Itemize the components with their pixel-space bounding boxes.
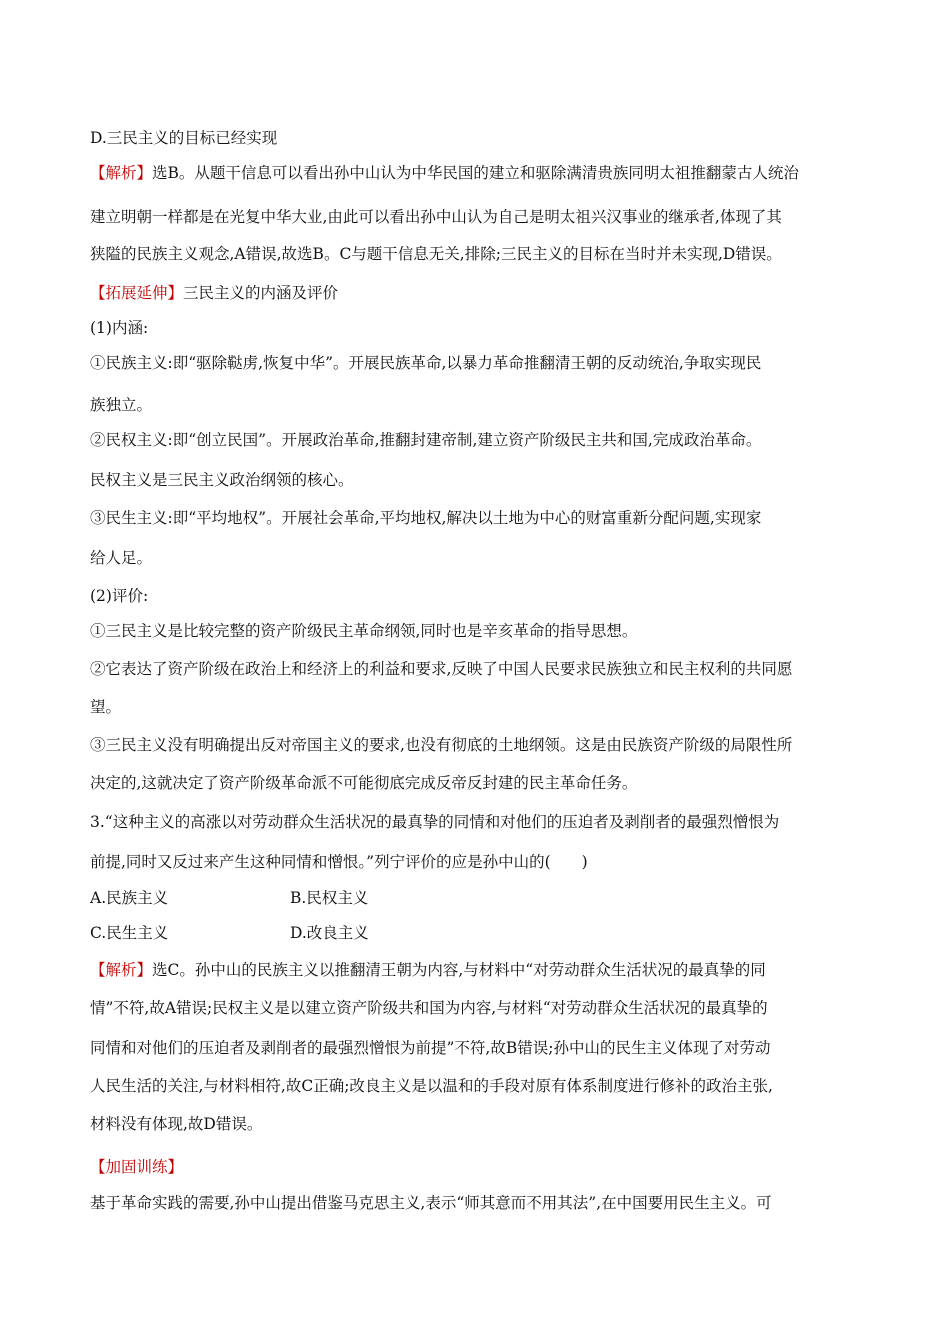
analysis2-line-2: 情”不符,故A错误;民权主义是以建立资产阶级共和国为内容,与材料“对劳动群众生活状况的最真挚的 [90,999,768,1017]
analysis2-tag: 【解析】 [90,961,153,979]
nationalism-line-2: 族独立。 [90,396,153,414]
reinforcement-text: 基于革命实践的需要,孙中山提出借鉴马克思主义,表示“师其意而不用其法”,在中国要用民生主义。可 [90,1194,772,1212]
evaluation-item-3-line-1: ③三民主义没有明确提出反对帝国主义的要求,也没有彻底的土地纲领。这是由民族资产阶级的局限性所 [90,736,793,754]
democracy-line-2: 民权主义是三民主义政治纲领的核心。 [90,471,354,489]
analysis-tag: 【解析】 [90,164,153,182]
analysis2-line-1 [90,960,870,980]
extension-title: 三民主义的内涵及评价 [183,284,339,302]
options-row-1 [90,888,870,908]
analysis2-text: 选C。孙中山的民族主义以推翻清王朝为内容,与材料中“对劳动群众生活状况的最真挚的同 [152,961,766,979]
nationalism-line-1: ①民族主义:即“驱除鞑虏,恢复中华”。开展民族革命,以暴力革命推翻清王朝的反动统治,争取实现民 [90,354,762,372]
options-row-2 [90,923,870,943]
question-3-line-1: 3.“这种主义的高涨以对劳动群众生活状况的最真挚的同情和对他们的压迫者及剥削者的最强烈憎恨为 [90,813,780,831]
livelihood-line-1: ③民生主义:即“平均地权”。开展社会革命,平均地权,解决以土地为中心的财富重新分配问题,实现家 [90,509,762,527]
analysis-line-3: 狭隘的民族主义观念,A错误,故选B。C与题干信息无关,排除;三民主义的目标在当时并未实现,D错误。 [90,245,782,263]
connotation-heading: (1)内涵: [90,319,149,337]
analysis2-line-3: 同情和对他们的压迫者及剥削者的最强烈憎恨为前提”不符,故B错误;孙中山的民生主义体现了对劳动 [90,1039,771,1057]
evaluation-item-1: ①三民主义是比较完整的资产阶级民主革命纲领,同时也是辛亥革命的指导思想。 [90,622,638,640]
evaluation-item-2-line-2: 望。 [90,698,122,716]
analysis-line-1 [90,163,870,183]
analysis-line-2: 建立明朝一样都是在光复中华大业,由此可以看出孙中山认为自己是明太祖兴汉事业的继承者,体现了其 [90,208,782,226]
livelihood-line-2: 给人足。 [90,549,153,567]
option-a: A.民族主义 [90,889,169,907]
analysis-text: 选B。从题干信息可以看出孙中山认为中华民国的建立和驱除满清贵族同明太祖推翻蒙古人统治 [152,164,799,182]
option-d-previous: D.三民主义的目标已经实现 [90,129,278,147]
analysis2-line-4: 人民生活的关注,与材料相符,故C正确;改良主义是以温和的手段对原有体系制度进行修补的政治主张, [90,1077,773,1095]
option-b: B.民权主义 [290,889,369,907]
reinforcement-tag: 【加固训练】 [90,1158,184,1176]
democracy-line-1: ②民权主义:即“创立民国”。开展政治革命,推翻封建帝制,建立资产阶级民主共和国,完成政治革命。 [90,431,762,449]
extension-tag: 【拓展延伸】 [90,284,184,302]
question-3-line-2: 前提,同时又反过来产生这种同情和憎恨。”列宁评价的应是孙中山的( ) [90,853,588,871]
analysis2-line-5: 材料没有体现,故D错误。 [90,1115,263,1133]
option-d: D.改良主义 [290,924,369,942]
extension-heading [90,283,870,303]
evaluation-item-2-line-1: ②它表达了资产阶级在政治上和经济上的利益和要求,反映了中国人民要求民族独立和民主权利的共同愿 [90,660,793,678]
evaluation-item-3-line-2: 决定的,这就决定了资产阶级革命派不可能彻底完成反帝反封建的民主革命任务。 [90,774,638,792]
evaluation-heading: (2)评价: [90,587,149,605]
reinforcement-heading [90,1157,870,1177]
option-c: C.民生主义 [90,924,169,942]
